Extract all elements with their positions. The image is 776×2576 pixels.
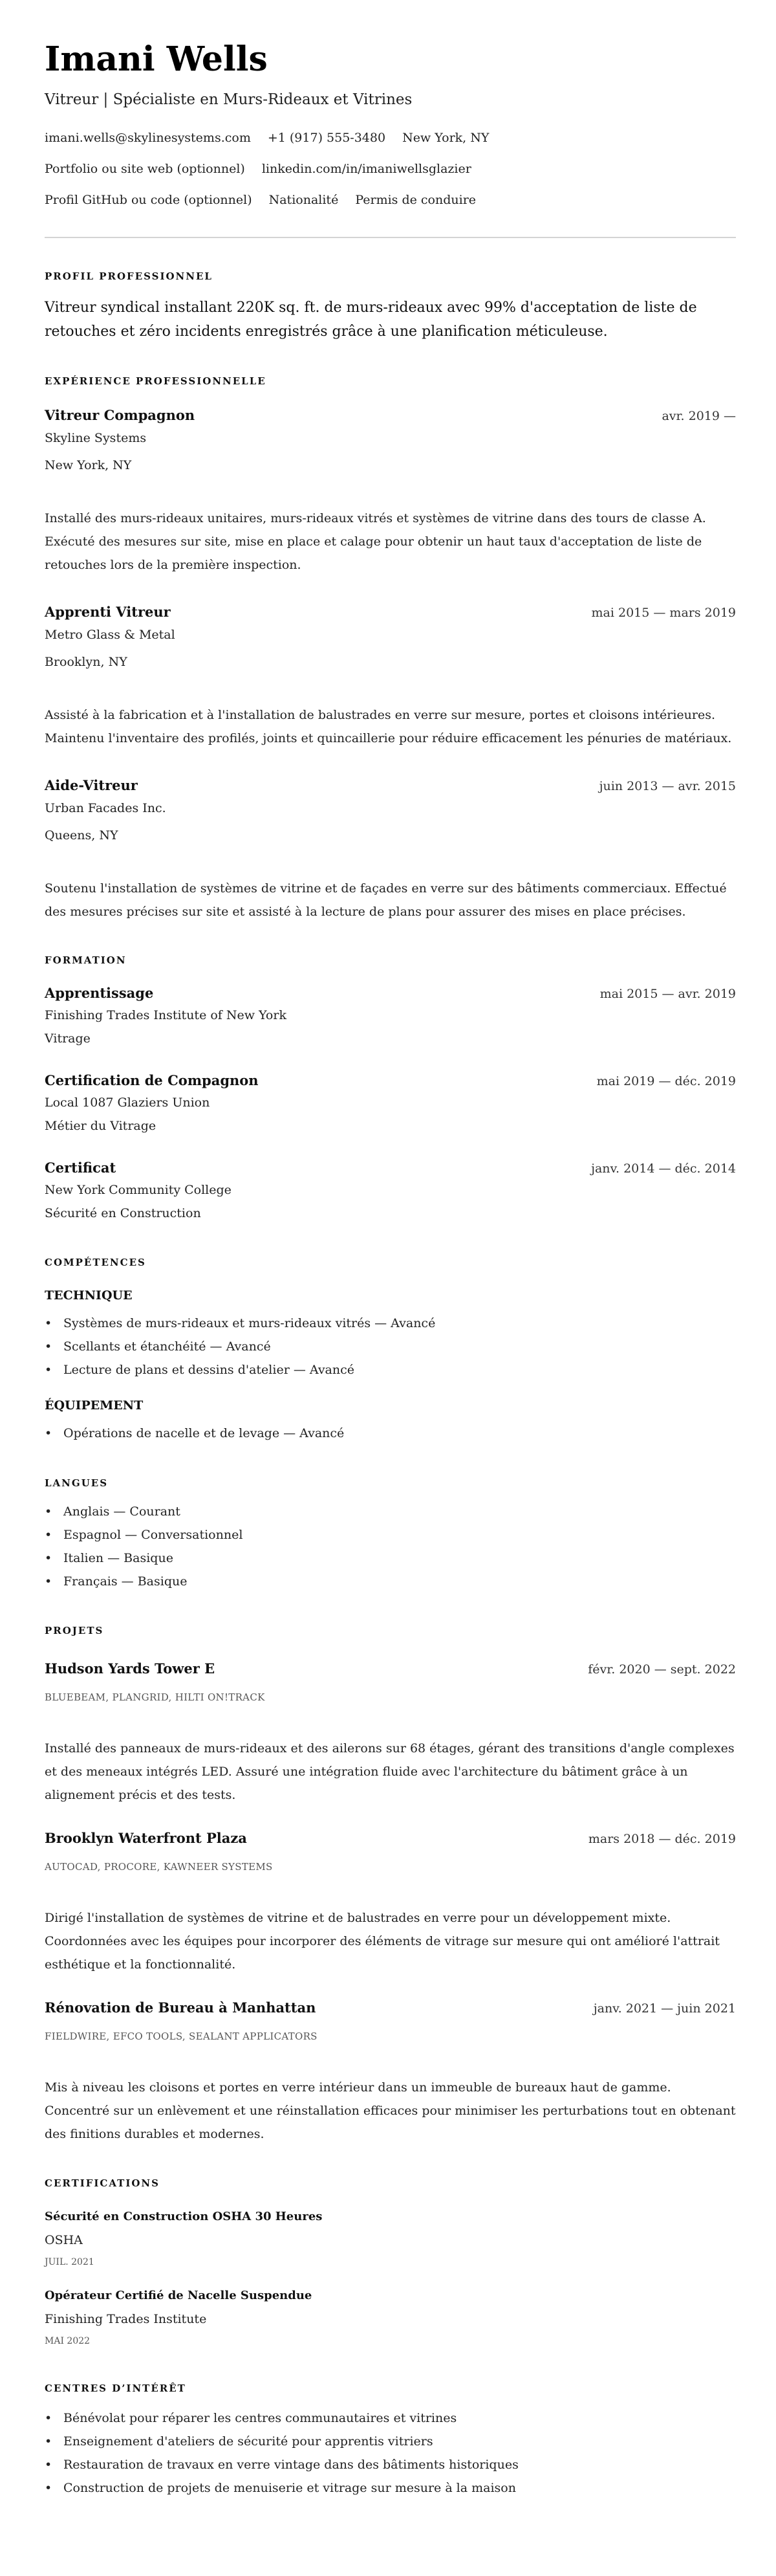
project-title: Hudson Yards Tower E <box>45 1660 215 1677</box>
language-item: • Français — Basique <box>45 1570 736 1593</box>
language-item: • Espagnol — Conversationnel <box>45 1523 736 1547</box>
project-title: Brooklyn Waterfront Plaza <box>45 1830 247 1846</box>
job-description: Installé des murs-rideaux unitaires, murs-rideaux vitrés et systèmes de vitrine dans des tours de classe A. Exécuté des mesures sur site, mise en place et calage pour obtenir un haut taux d'acceptation de liste de retouches lors de la première inspection. <box>45 511 706 572</box>
field-of-study: Sécurité en Construction <box>45 1206 201 1220</box>
skill-group-heading: TECHNIQUE <box>45 1288 133 1303</box>
linkedin-link[interactable]: linkedin.com/in/imaniwellsglazier <box>261 162 471 176</box>
education-header <box>45 984 736 1004</box>
job-header <box>45 406 736 426</box>
interest-item: • Bénévolat pour réparer les centres communautaires et vitrines <box>45 2406 736 2430</box>
job-dates: mai 2015 — mars 2019 <box>591 606 736 620</box>
project-dates: mars 2018 — déc. 2019 <box>588 1832 736 1846</box>
skill-item: • Systèmes de murs-rideaux et murs-rideaux vitrés — Avancé <box>45 1312 736 1335</box>
projects-section <box>45 1624 736 2146</box>
degree-title: Certificat <box>45 1160 116 1176</box>
job-title: Apprenti Vitreur <box>45 604 171 620</box>
job-company: Urban Facades Inc. <box>45 801 166 815</box>
skills-section <box>45 1256 736 1445</box>
project-dates: janv. 2021 — juin 2021 <box>593 2001 736 2016</box>
project-header <box>45 1829 736 1849</box>
certifications-section <box>45 2177 736 2350</box>
field-of-study: Vitrage <box>45 1031 91 1046</box>
nationality-text: Nationalité <box>268 193 339 207</box>
skill-item: • Opérations de nacelle et de levage — Avancé <box>45 1422 736 1445</box>
job-entry <box>45 776 736 923</box>
job-title: Vitreur Compagnon <box>45 407 195 423</box>
section-heading: PROJETS <box>45 1625 104 1636</box>
job-header <box>45 602 736 622</box>
job-company: Skyline Systems <box>45 431 147 445</box>
project-tools: AUTOCAD, PROCORE, KAWNEER SYSTEMS <box>45 1861 273 1873</box>
section-heading: FORMATION <box>45 954 127 966</box>
education-entry <box>45 984 736 1050</box>
project-title: Rénovation de Bureau à Manhattan <box>45 1999 316 2016</box>
github-link[interactable]: Profil GitHub ou code (optionnel) <box>45 193 252 207</box>
education-entry <box>45 1158 736 1225</box>
project-entry <box>45 1998 736 2146</box>
skill-item: • Scellants et étanchéité — Avancé <box>45 1335 736 1358</box>
certification-issuer: OSHA <box>45 2233 83 2247</box>
job-dates: juin 2013 — avr. 2015 <box>599 779 736 793</box>
section-heading: LANGUES <box>45 1477 109 1489</box>
section-heading: EXPÉRIENCE PROFESSIONNELLE <box>45 375 266 387</box>
contact-row <box>45 122 736 153</box>
degree-title: Certification de Compagnon <box>45 1072 259 1088</box>
project-tools: FIELDWIRE, EFCO TOOLS, SEALANT APPLICATORS <box>45 2031 318 2042</box>
job-description: Soutenu l'installation de systèmes de vitrine et de façades en verre sur des bâtiments commerciaux. Effectué des mesures précises sur site et assisté à la lecture de plans pour assurer des mises en place précises. <box>45 881 727 919</box>
job-location: New York, NY <box>45 458 132 472</box>
drivers-license-text: Permis de conduire <box>355 193 477 207</box>
job-header <box>45 776 736 796</box>
interest-item: • Restauration de travaux en verre vintage dans des bâtiments historiques <box>45 2453 736 2476</box>
language-item: • Anglais — Courant <box>45 1500 736 1523</box>
project-dates: févr. 2020 — sept. 2022 <box>588 1662 736 1677</box>
interests-section <box>45 2382 736 2500</box>
job-company: Metro Glass & Metal <box>45 628 175 642</box>
job-entry <box>45 406 736 577</box>
interest-item: • Construction de projets de menuiserie et vitrage sur mesure à la maison <box>45 2476 736 2500</box>
certification-date: MAI 2022 <box>45 2336 91 2346</box>
job-title: Aide-Vitreur <box>45 777 138 793</box>
job-entry <box>45 602 736 750</box>
project-tools: BLUEBEAM, PLANGRID, HILTI ON!TRACK <box>45 1691 265 1703</box>
certification-entry <box>45 2207 736 2271</box>
job-location: Queens, NY <box>45 828 118 842</box>
education-dates: mai 2015 — avr. 2019 <box>599 987 736 1001</box>
phone-text: +1 (917) 555-3480 <box>267 131 386 145</box>
education-header <box>45 1071 736 1091</box>
project-description: Dirigé l'installation de systèmes de vitrine et de balustrades en verre pour un développement mixte. Coordonnées avec les équipes pour incorporer des éléments de vitrage sur mesure qui ont amélioré l'attrait esthétique et la fonctionnalité. <box>45 1911 720 1972</box>
project-description: Mis à niveau les cloisons et portes en verre intérieur dans un immeuble de bureaux haut de gamme. Concentré sur un enlèvement et une réinstallation efficaces pour minimiser les perturbations tout en obtenant des finitions durables et modernes. <box>45 2080 736 2141</box>
project-header <box>45 1998 736 2018</box>
contact-info <box>45 122 736 215</box>
candidate-name: Imani Wells <box>45 39 268 79</box>
skill-list <box>45 1422 736 1445</box>
contact-row <box>45 153 736 184</box>
experience-section <box>45 375 736 923</box>
education-entry <box>45 1071 736 1138</box>
summary-section <box>45 270 736 344</box>
education-section <box>45 954 736 1225</box>
education-header <box>45 1158 736 1178</box>
section-heading: PROFIL PROFESSIONNEL <box>45 270 213 282</box>
institution: Local 1087 Glaziers Union <box>45 1095 210 1110</box>
field-of-study: Métier du Vitrage <box>45 1119 156 1133</box>
skill-list <box>45 1312 736 1382</box>
candidate-subtitle: Vitreur | Spécialiste en Murs-Rideaux et Vitrines <box>45 91 413 108</box>
certification-entry <box>45 2286 736 2350</box>
section-heading: COMPÉTENCES <box>45 1257 146 1268</box>
location-text: New York, NY <box>402 131 490 145</box>
summary-text: Vitreur syndical installant 220K sq. ft. de murs-rideaux avec 99% d'acceptation de liste de retouches et zéro incidents enregistrés grâce à une planification méticuleuse. <box>45 300 697 340</box>
header-divider <box>45 237 736 238</box>
institution: New York Community College <box>45 1183 232 1197</box>
email-link[interactable]: imani.wells@skylinesystems.com <box>45 131 251 145</box>
certification-title: Opérateur Certifié de Nacelle Suspendue <box>45 2289 312 2302</box>
certification-date: JUIL. 2021 <box>45 2257 94 2267</box>
portfolio-link[interactable]: Portfolio ou site web (optionnel) <box>45 162 245 176</box>
education-dates: janv. 2014 — déc. 2014 <box>591 1161 736 1176</box>
languages-section <box>45 1477 736 1593</box>
education-dates: mai 2019 — déc. 2019 <box>596 1074 736 1088</box>
section-heading: CERTIFICATIONS <box>45 2177 160 2189</box>
degree-title: Apprentissage <box>45 985 154 1001</box>
section-heading: CENTRES D’INTÉRÊT <box>45 2383 186 2394</box>
contact-row <box>45 184 736 215</box>
certification-issuer: Finishing Trades Institute <box>45 2312 207 2326</box>
resume-header <box>45 39 736 215</box>
skill-item: • Lecture de plans et dessins d'atelier — Avancé <box>45 1358 736 1382</box>
job-location: Brooklyn, NY <box>45 655 127 669</box>
project-entry <box>45 1829 736 1976</box>
project-header <box>45 1659 736 1679</box>
language-item: • Italien — Basique <box>45 1547 736 1570</box>
project-description: Installé des panneaux de murs-rideaux et des ailerons sur 68 étages, gérant des transitions d'angle complexes et des meneaux intégrés LED. Assuré une intégration fluide avec l'architecture du bâtiment grâce à un alignement précis et des tests. <box>45 1741 735 1802</box>
institution: Finishing Trades Institute of New York <box>45 1008 286 1022</box>
job-dates: avr. 2019 — <box>662 409 736 423</box>
job-description: Assisté à la fabrication et à l'installation de balustrades en verre sur mesure, portes et cloisons intérieures. Maintenu l'inventaire des profilés, joints et quincaillerie pour réduire efficacement les pénuries de matériaux. <box>45 708 732 745</box>
certification-title: Sécurité en Construction OSHA 30 Heures <box>45 2210 323 2223</box>
skill-group-heading: ÉQUIPEMENT <box>45 1398 144 1413</box>
project-entry <box>45 1659 736 1807</box>
interest-item: • Enseignement d'ateliers de sécurité pour apprentis vitriers <box>45 2430 736 2453</box>
